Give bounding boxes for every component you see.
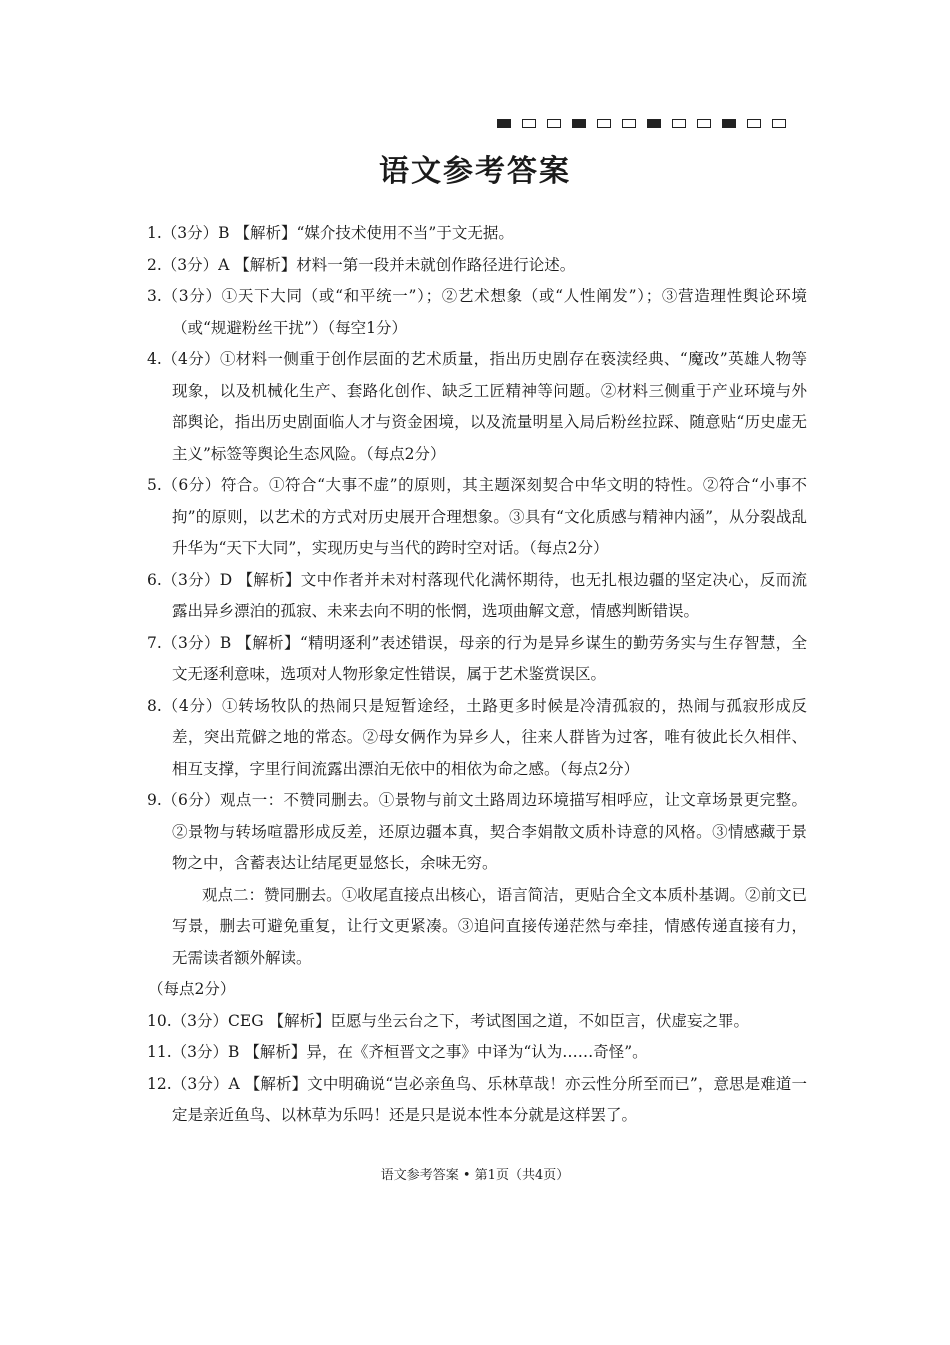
hollow-square-icon [597, 119, 611, 128]
answer-text: （6分）符合。①符合“大事不虚”的原则，其主题深刻契合中华文明的特性。②符合“小事不拘”的原则，以艺术的方式对历史展开合理想象。③具有“文化质感与精神内涵”，从分裂战乱升华为“天下大同”，实现历史与当代的跨时空对话。（每点2分） [161, 476, 807, 557]
answer-number: 9. [147, 791, 162, 809]
answer-number: 6. [147, 570, 162, 589]
answer-item [147, 344, 807, 470]
answer-item [147, 628, 807, 691]
answer-number: 3. [147, 287, 162, 305]
answer-text: （3分）A 【解析】文中明确说“岂必亲鱼鸟、乐林草哉！亦云性分所至而已”，意思是难道一定是亲近鱼鸟、以林草为乐吗！还是只是说本性本分就是这样罢了。 [171, 1074, 807, 1124]
answer-text: 观点二：赞同删去。①收尾直接点出核心，语言简洁，更贴合全文本质朴基调。②前文已写景，删去可避免重复，让行文更紧凑。③追问直接传递茫然与牵挂，情感传递直接有力，无需读者额外解读。 [172, 885, 807, 967]
hollow-square-icon [547, 119, 561, 128]
answer-number: 8. [147, 696, 162, 715]
answer-item [147, 250, 807, 282]
page-footer: 语文参考答案 • 第1页（共4页） [380, 1168, 570, 1183]
answer-item [147, 785, 807, 1006]
answer-number: 1. [147, 224, 162, 242]
answer-item [147, 470, 807, 565]
answer-item [147, 1069, 807, 1132]
answer-item [147, 1006, 807, 1038]
answer-number: 11. [147, 1043, 172, 1061]
hollow-square-icon [697, 119, 711, 128]
filled-square-icon [722, 119, 736, 128]
answer-text: （3分）B 【解析】异，在《齐桓晋文之事》中译为“认为……奇怪”。 [171, 1043, 648, 1061]
answer-number: 7. [147, 633, 162, 652]
hollow-square-icon [772, 119, 786, 128]
page-title: 语文参考答案 [379, 154, 571, 189]
decorative-marks [497, 119, 786, 128]
answer-text: （3分）D 【解析】文中作者并未对村落现代化满怀期待，也无扎根边疆的坚定决心，反而流露出异乡漂泊的孤寂、未来去向不明的怅惘，选项曲解文意，情感判断错误。 [161, 570, 807, 620]
answer-item [147, 1037, 807, 1069]
answer-text: （3分）A 【解析】材料一第一段并未就创作路径进行论述。 [161, 255, 576, 274]
answer-number: 10. [147, 1011, 172, 1030]
answer-text: （3分）CEG 【解析】臣愿与坐云台之下，考试图国之道，不如臣言，伏虚妄之罪。 [171, 1011, 750, 1030]
answer-text: （6分）观点一：不赞同删去。①景物与前文土路周边环境描写相呼应，让文章场景更完整。②景物与转场喧嚣形成反差，还原边疆本真，契合李娟散文质朴诗意的风格。③情感藏于景物之中，含蓄表达让结尾更显悠长，余味无穷。 [161, 791, 807, 872]
answer-item [147, 691, 807, 786]
hollow-square-icon [522, 119, 536, 128]
hollow-square-icon [672, 119, 686, 128]
hollow-square-icon [622, 119, 636, 128]
answer-text: （3分）B 【解析】“媒介技术使用不当”于文无据。 [161, 224, 514, 242]
answer-text: （3分）B 【解析】“精明逐利”表述错误，母亲的行为是异乡谋生的勤劳务实与生存智慧，全文无逐利意味，选项对人物形象定性错误，属于艺术鉴赏误区。 [161, 633, 807, 683]
answer-text: （每点2分） [148, 980, 236, 998]
filled-square-icon [572, 119, 586, 128]
filled-square-icon [497, 119, 511, 128]
answer-item [147, 281, 807, 344]
answer-number: 2. [147, 255, 162, 274]
filled-square-icon [647, 119, 661, 128]
answer-number: 12. [147, 1074, 172, 1093]
answer-text: （4分）①材料一侧重于创作层面的艺术质量，指出历史剧存在亵渎经典、“魔改”英雄人物等现象，以及机械化生产、套路化创作、缺乏工匠精神等问题。②材料三侧重于产业环境与外部舆论，指出历史剧面临人才与资金困境，以及流量明星入局后粉丝拉踩、随意贴“历史虚无主义”标签等舆论生态风险。（每点2分） [161, 350, 807, 463]
answer-text: （3分）①天下大同（或“和平统一”）；②艺术想象（或“人性阐发”）；③营造理性舆论环境（或“规避粉丝干扰”）（每空1分） [161, 287, 807, 337]
answer-number: 4. [147, 350, 162, 368]
answer-text: （4分）①转场牧队的热闹只是短暂途经，土路更多时候是冷清孤寂的，热闹与孤寂形成反差，突出荒僻之地的常态。②母女俩作为异乡人，往来人群皆为过客，唯有彼此长久相伴、相互支撑，字里行间流露出漂泊无依中的相依为命之感。（每点2分） [161, 696, 807, 778]
hollow-square-icon [747, 119, 761, 128]
answer-item [147, 218, 807, 250]
answer-item [147, 565, 807, 628]
answer-number: 5. [147, 476, 162, 494]
answer-list [147, 218, 807, 1132]
